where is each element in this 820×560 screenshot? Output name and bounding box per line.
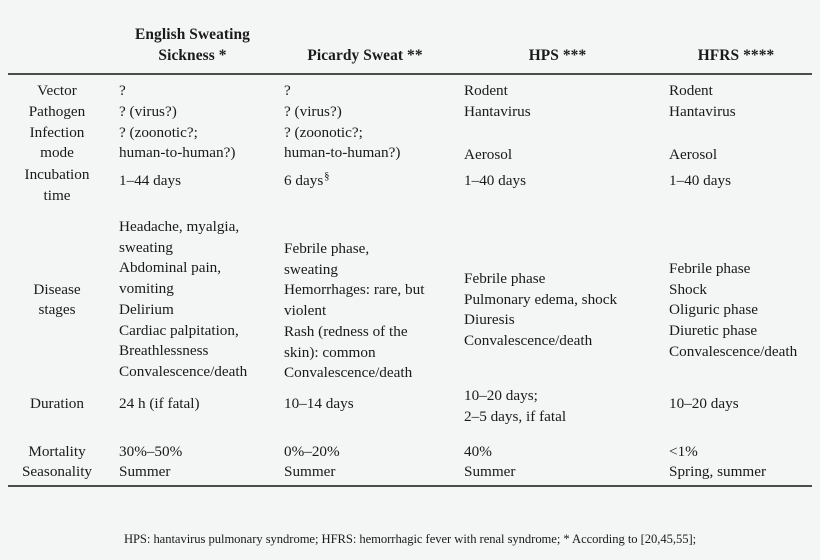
cell-vector-pic (275, 74, 455, 102)
spacer (8, 207, 812, 217)
cell-line: 1–40 days (464, 172, 527, 190)
cell-vector-hfrs (660, 74, 812, 102)
row-label-line: Incubation (24, 166, 90, 184)
cell-line: Febrile phase, (284, 239, 370, 257)
row-label-line: mode (40, 144, 74, 162)
cell-pathogen-hfrs (660, 102, 812, 123)
header-line-1: HFRS **** (697, 46, 775, 64)
column-header-hfrs (660, 0, 812, 74)
incubation-pic-text: 6 days (284, 172, 324, 190)
row-label-line: Disease (33, 280, 81, 298)
cell-line: Aerosol (669, 145, 718, 163)
cell-line: Headache, myalgia, (119, 217, 240, 235)
cell-line: Rash (redness of the (284, 322, 408, 340)
cell-disease-stages-esc (110, 217, 275, 384)
cell-mortality-esc (110, 436, 275, 463)
table-row-infection-mode (8, 123, 812, 166)
cell-incubation-time-hps (455, 165, 660, 207)
cell-line: Rodent (669, 82, 713, 99)
table-row-duration (8, 394, 812, 436)
table-row-pathogen (8, 102, 812, 123)
cell-line: sweating (119, 238, 173, 256)
column-header-picardy-sweat (275, 0, 455, 74)
cell-incubation-time-pic (275, 165, 455, 207)
cell-line: Diuresis (464, 311, 515, 329)
row-label-line: Infection (29, 123, 85, 141)
section-mark-superscript: § (324, 171, 330, 183)
cell-line: vomiting (119, 280, 174, 297)
cell-line: Diuretic phase (669, 322, 758, 339)
cell-line: sweating (284, 260, 338, 278)
row-label-line: stages (38, 301, 76, 319)
cell-line: 40% (464, 442, 492, 460)
cell-line: 24 h (if fatal) (119, 395, 200, 412)
cell-line: 1–44 days (119, 172, 182, 190)
row-label-vector: Vector (37, 82, 77, 99)
cell-line: 0%–20% (284, 442, 340, 460)
cell-line: 10–14 days (284, 395, 354, 412)
cell-line: Breathlessness (119, 342, 209, 360)
table-row-vector (8, 74, 812, 102)
cell-line: Summer (464, 463, 516, 481)
table-body (8, 74, 812, 486)
cell-line: ? (zoonotic?; (284, 123, 363, 141)
header-row (8, 0, 812, 74)
row-label-disease-stages (8, 217, 110, 384)
cell-line: Rodent (464, 82, 508, 99)
header-line-1: HPS *** (528, 46, 587, 64)
cell-line: Delirium (119, 300, 174, 318)
cell-seasonality-hps (455, 462, 660, 486)
cell-seasonality-hfrs (660, 462, 812, 486)
cell-line: Convalescence/death (464, 332, 593, 349)
cell-line: Convalescence/death (119, 363, 248, 380)
cell-line: Abdominal pain, (119, 259, 222, 277)
cell-line: Oliguric phase (669, 301, 758, 319)
table-header (8, 0, 812, 74)
cell-vector-hps (455, 74, 660, 102)
cell-line: Convalescence/death (284, 364, 413, 382)
row-label-pathogen: Pathogen (28, 102, 86, 120)
cell-line: Convalescence/death (669, 342, 798, 360)
cell-line: Summer (284, 463, 336, 481)
cell-line: human-to-human?) (119, 144, 236, 162)
header-line-1: English Sweating (135, 26, 250, 44)
cell-infection-mode-esc (110, 123, 275, 166)
cell-line: 30%–50% (119, 442, 183, 460)
cell-disease-stages-hps (455, 217, 660, 384)
cell-infection-mode-pic (275, 123, 455, 166)
cell-line: ? (284, 82, 291, 99)
cell-pathogen-esc (110, 102, 275, 123)
cell-line: 10–20 days (669, 395, 739, 412)
cell-line: skin): common (284, 343, 376, 361)
table-row-seasonality (8, 462, 812, 486)
table-row-incubation-time (8, 165, 812, 207)
cell-disease-stages-hfrs (660, 217, 812, 384)
row-label-duration: Duration (30, 395, 84, 412)
cell-line: Hantavirus (464, 102, 531, 120)
column-header-hps (455, 0, 660, 74)
cell-incubation-time-hfrs (660, 165, 812, 207)
comparison-table (8, 0, 812, 487)
cell-seasonality-esc (110, 462, 275, 486)
cell-pathogen-pic (275, 102, 455, 123)
cell-incubation-time-esc (110, 165, 275, 207)
cell-mortality-pic (275, 436, 455, 463)
cell-infection-mode-hfrs (660, 123, 812, 166)
table-spacer-row (8, 207, 812, 217)
row-label-seasonality: Seasonality (8, 462, 110, 486)
cell-line: Summer (119, 463, 171, 481)
cell-mortality-hps (455, 436, 660, 463)
table-spacer-row-2 (8, 384, 812, 394)
cell-line: ? (virus?) (119, 102, 177, 120)
cell-seasonality-pic (275, 462, 455, 486)
cell-line: violent (284, 302, 327, 319)
cell-line: <1% (669, 442, 698, 460)
cell-line: ? (119, 82, 126, 99)
cell-line: human-to-human?) (284, 144, 401, 162)
table-row-disease-stages (8, 217, 812, 384)
cell-line: Hemorrhages: rare, but (284, 281, 425, 299)
cell-duration-hfrs (660, 394, 812, 436)
row-label-line: time (43, 187, 71, 204)
column-header-english-sweating-sickness (110, 0, 275, 74)
cell-disease-stages-pic (275, 217, 455, 384)
cell-line (284, 165, 455, 192)
cell-duration-pic (275, 394, 455, 436)
cell-line: Cardiac palpitation, (119, 321, 239, 339)
cell-line: Febrile phase (669, 259, 751, 277)
header-line-2: Sickness * (158, 46, 227, 64)
cell-line: Aerosol (464, 145, 513, 163)
row-label-mortality: Mortality (28, 442, 86, 460)
cell-line: ? (virus?) (284, 102, 342, 120)
row-label-incubation-time (8, 165, 110, 207)
cell-vector-esc (110, 74, 275, 102)
cell-line: Febrile phase (464, 269, 546, 287)
cell-pathogen-hps (455, 102, 660, 123)
cell-infection-mode-hps (455, 123, 660, 166)
cell-line: Hantavirus (669, 102, 736, 120)
row-label-infection-mode (8, 123, 110, 166)
table-row-mortality (8, 436, 812, 463)
header-line-1: Picardy Sweat ** (307, 46, 423, 64)
cell-mortality-hfrs (660, 436, 812, 463)
cell-line: 10–20 days; (464, 387, 538, 404)
cell-line: 2–5 days, if fatal (464, 407, 567, 425)
cell-line: 1–40 days (669, 172, 732, 190)
table-footnote: HPS: hantavirus pulmonary syndrome; HFRS: hemorrhagic fever with renal syndrome; * According to [20,45,55]; (123, 532, 697, 546)
row-label-header (8, 0, 110, 74)
cell-line: ? (zoonotic?; (119, 123, 198, 141)
spacer (8, 384, 812, 394)
cell-line: Shock (669, 280, 707, 298)
cell-duration-esc (110, 394, 275, 436)
cell-line: Spring, summer (669, 463, 767, 481)
cell-line: Pulmonary edema, shock (464, 290, 618, 308)
cell-duration-hps (455, 387, 660, 436)
